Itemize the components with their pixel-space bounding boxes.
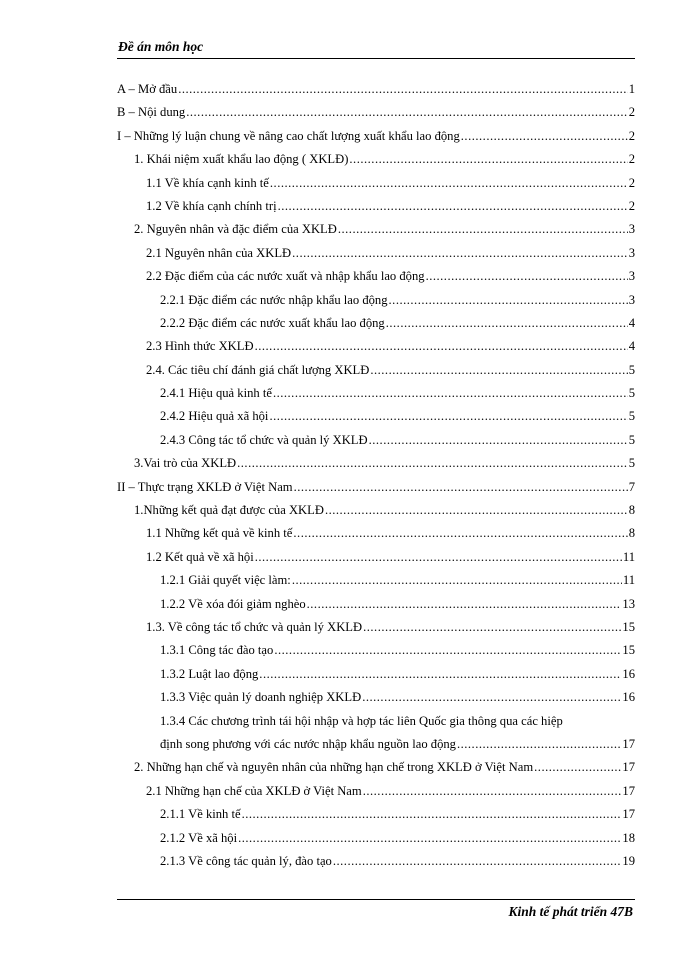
toc-entry[interactable] [117, 359, 635, 382]
toc-entry-page: 17 [622, 783, 635, 798]
toc-entry-title: 1.1 Những kết quả về kinh tế [146, 526, 293, 541]
toc-entry[interactable] [117, 125, 635, 148]
dot-leader [534, 756, 621, 779]
toc-entry-page: 2 [628, 198, 635, 213]
toc-entry[interactable] [117, 405, 635, 428]
toc-entry[interactable] [117, 827, 635, 850]
toc-entry-title: 1.Những kết quả đạt được của XKLĐ [134, 503, 324, 518]
toc-entry-page: 18 [622, 830, 635, 845]
toc-entry-page: 2 [628, 175, 635, 190]
toc-entry[interactable] [117, 616, 635, 639]
toc-entry-title: 2.4.1 Hiệu quả kinh tế [160, 386, 272, 401]
toc-entry[interactable] [117, 148, 635, 171]
toc-entry-page: 17 [622, 807, 635, 822]
toc-entry[interactable] [117, 522, 635, 545]
toc-entry[interactable] [117, 382, 635, 405]
toc-entry-title: 1.2 Về khía cạnh chính trị [146, 198, 277, 213]
toc-entry-page: 15 [622, 643, 635, 658]
toc-entry-page: 19 [622, 853, 635, 868]
toc-entry-title: 1.3.3 Việc quản lý doanh nghiệp XKLĐ [160, 690, 362, 705]
toc-entry-title: 2.4. Các tiêu chí đánh giá chất lượng XKLĐ [146, 362, 370, 377]
toc-entry-page: 4 [628, 339, 635, 354]
table-of-contents [117, 78, 635, 873]
dot-leader [274, 639, 621, 662]
toc-entry[interactable] [117, 265, 635, 288]
toc-entry-title: 1.3.4 Các chương trình tái hội nhập và hợp tác liên Quốc gia thông qua các hiệp [160, 713, 563, 728]
toc-entry[interactable] [117, 639, 635, 662]
dot-leader [369, 429, 628, 452]
toc-entry[interactable] [117, 195, 635, 218]
toc-entry[interactable] [117, 218, 635, 241]
dot-leader [178, 78, 628, 101]
dot-leader [273, 382, 628, 405]
toc-entry[interactable] [117, 756, 635, 779]
toc-entry-page: 3 [628, 222, 635, 237]
toc-entry[interactable] [117, 242, 635, 265]
toc-entry-title: A – Mở đầu [117, 82, 178, 96]
toc-entry[interactable] [117, 289, 635, 312]
toc-entry-title: 1.3.1 Công tác đào tạo [160, 643, 274, 658]
toc-entry-title: 1.3.2 Luật lao động [160, 666, 259, 681]
toc-entry[interactable] [117, 780, 635, 803]
dot-leader [278, 195, 628, 218]
toc-entry-title: 2.4.3 Công tác tổ chức và quản lý XKLĐ [160, 432, 368, 447]
toc-entry-page: 8 [628, 503, 635, 518]
toc-entry[interactable] [117, 452, 635, 475]
dot-leader [269, 405, 627, 428]
dot-leader [238, 827, 621, 850]
toc-entry-title: I – Những lý luận chung về nâng cao chất lượng xuất khẩu lao động [117, 128, 460, 143]
toc-entry-page: 11 [622, 549, 635, 564]
toc-entry-page: 2 [628, 128, 635, 143]
toc-entry-title-continued: định song phương với các nước nhập khẩu nguồn lao động [160, 736, 456, 751]
toc-entry-page: 16 [622, 690, 635, 705]
dot-leader [259, 663, 621, 686]
toc-entry[interactable] [117, 593, 635, 616]
toc-entry[interactable] [117, 663, 635, 686]
toc-entry-title: 1.1 Về khía cạnh kinh tế [146, 175, 269, 190]
toc-entry-page: 5 [628, 432, 635, 447]
toc-entry-title: 2.1 Những hạn chế của XKLĐ ở Việt Nam [146, 783, 362, 798]
toc-entry-title: 1.2.2 Về xóa đói giảm nghèo [160, 596, 306, 611]
toc-entry[interactable] [117, 78, 635, 101]
dot-leader [349, 148, 627, 171]
toc-entry-page: 2 [628, 152, 635, 167]
dot-leader [325, 499, 628, 522]
dot-leader [307, 593, 622, 616]
dot-leader [293, 522, 627, 545]
dot-leader [426, 265, 628, 288]
page-footer-title: Kinh tế phát triển 47B [508, 904, 633, 919]
footer-divider [117, 899, 635, 900]
toc-entry-title: 2.1.1 Về kinh tế [160, 807, 241, 822]
page-header-title: Đề án môn học [118, 39, 204, 54]
toc-entry-page: 17 [622, 736, 635, 751]
toc-entry[interactable] [117, 850, 635, 873]
toc-entry-page: 7 [628, 479, 635, 494]
toc-entry[interactable] [117, 499, 635, 522]
toc-entry[interactable] [117, 335, 635, 358]
toc-entry-title: 2.3 Hình thức XKLĐ [146, 339, 254, 354]
dot-leader [333, 850, 622, 873]
toc-entry-title: 2.2.2 Đặc điểm các nước xuất khẩu lao động [160, 315, 385, 330]
toc-entry-page: 8 [628, 526, 635, 541]
toc-entry-page: 3 [628, 245, 635, 260]
toc-entry-title: 1. Khái niệm xuất khẩu lao động ( XKLĐ) [134, 152, 349, 167]
toc-entry[interactable] [117, 546, 635, 569]
toc-entry-page: 3 [628, 292, 635, 307]
toc-entry-page: 16 [622, 666, 635, 681]
dot-leader [255, 546, 622, 569]
dot-leader [242, 803, 622, 826]
toc-entry-page: 5 [628, 362, 635, 377]
dot-leader [338, 218, 628, 241]
dot-leader [363, 616, 621, 639]
toc-entry-title: 2.1.3 Về công tác quản lý, đào tạo [160, 853, 332, 868]
toc-entry-title: 3.Vai trò của XKLĐ [134, 456, 237, 471]
toc-entry-page: 11 [622, 573, 635, 588]
dot-leader [186, 101, 627, 124]
dot-leader [363, 780, 622, 803]
toc-entry[interactable] [117, 569, 635, 592]
toc-entry-title: 2. Nguyên nhân và đặc điểm của XKLĐ [134, 222, 337, 237]
toc-entry[interactable] [117, 476, 635, 499]
dot-leader [386, 312, 628, 335]
toc-entry-page: 4 [628, 315, 635, 330]
toc-entry[interactable] [117, 172, 635, 195]
dot-leader [457, 733, 621, 756]
toc-entry[interactable] [117, 312, 635, 335]
toc-entry-page: 3 [628, 269, 635, 284]
dot-leader [255, 335, 628, 358]
toc-entry-page: 5 [628, 409, 635, 424]
toc-entry-page: 5 [628, 386, 635, 401]
toc-entry-title: 2.2 Đặc điểm của các nước xuất và nhập khẩu lao động [146, 269, 425, 284]
toc-entry[interactable] [117, 686, 635, 709]
toc-entry[interactable] [117, 101, 635, 124]
dot-leader [270, 172, 628, 195]
dot-leader [292, 569, 622, 592]
toc-entry-page: 13 [622, 596, 635, 611]
toc-entry-title: 1.3. Về công tác tổ chức và quản lý XKLĐ [146, 619, 363, 634]
toc-entry-page: 15 [622, 619, 635, 634]
toc-entry[interactable] [117, 803, 635, 826]
toc-entry-page: 1 [628, 82, 635, 96]
toc-entry-title: 2. Những hạn chế và nguyên nhân của những hạn chế trong XKLĐ ở Việt Nam [134, 760, 534, 775]
dot-leader [370, 359, 627, 382]
toc-entry-page: 17 [622, 760, 635, 775]
dot-leader [389, 289, 628, 312]
toc-entry-title: 2.2.1 Đặc điểm các nước nhập khẩu lao động [160, 292, 388, 307]
dot-leader [237, 452, 628, 475]
toc-entry-page: 5 [628, 456, 635, 471]
toc-entry-title: 1.2 Kết quả về xã hội [146, 549, 254, 564]
toc-entry[interactable] [117, 429, 635, 452]
toc-entry-page: 2 [628, 105, 635, 120]
toc-entry-title: II – Thực trạng XKLĐ ở Việt Nam [117, 479, 293, 494]
toc-entry-title: 2.1.2 Về xã hội [160, 830, 238, 845]
toc-entry-title: 2.1 Nguyên nhân của XKLĐ [146, 245, 292, 260]
toc-entry-title: 1.2.1 Giải quyết việc làm: [160, 573, 291, 588]
dot-leader [294, 476, 628, 499]
toc-entry-title: B – Nội dung [117, 105, 186, 120]
dot-leader [461, 125, 628, 148]
dot-leader [362, 686, 621, 709]
toc-entry[interactable] [117, 710, 635, 757]
dot-leader [292, 242, 628, 265]
header-divider [117, 58, 635, 59]
toc-entry-title: 2.4.2 Hiệu quả xã hội [160, 409, 269, 424]
